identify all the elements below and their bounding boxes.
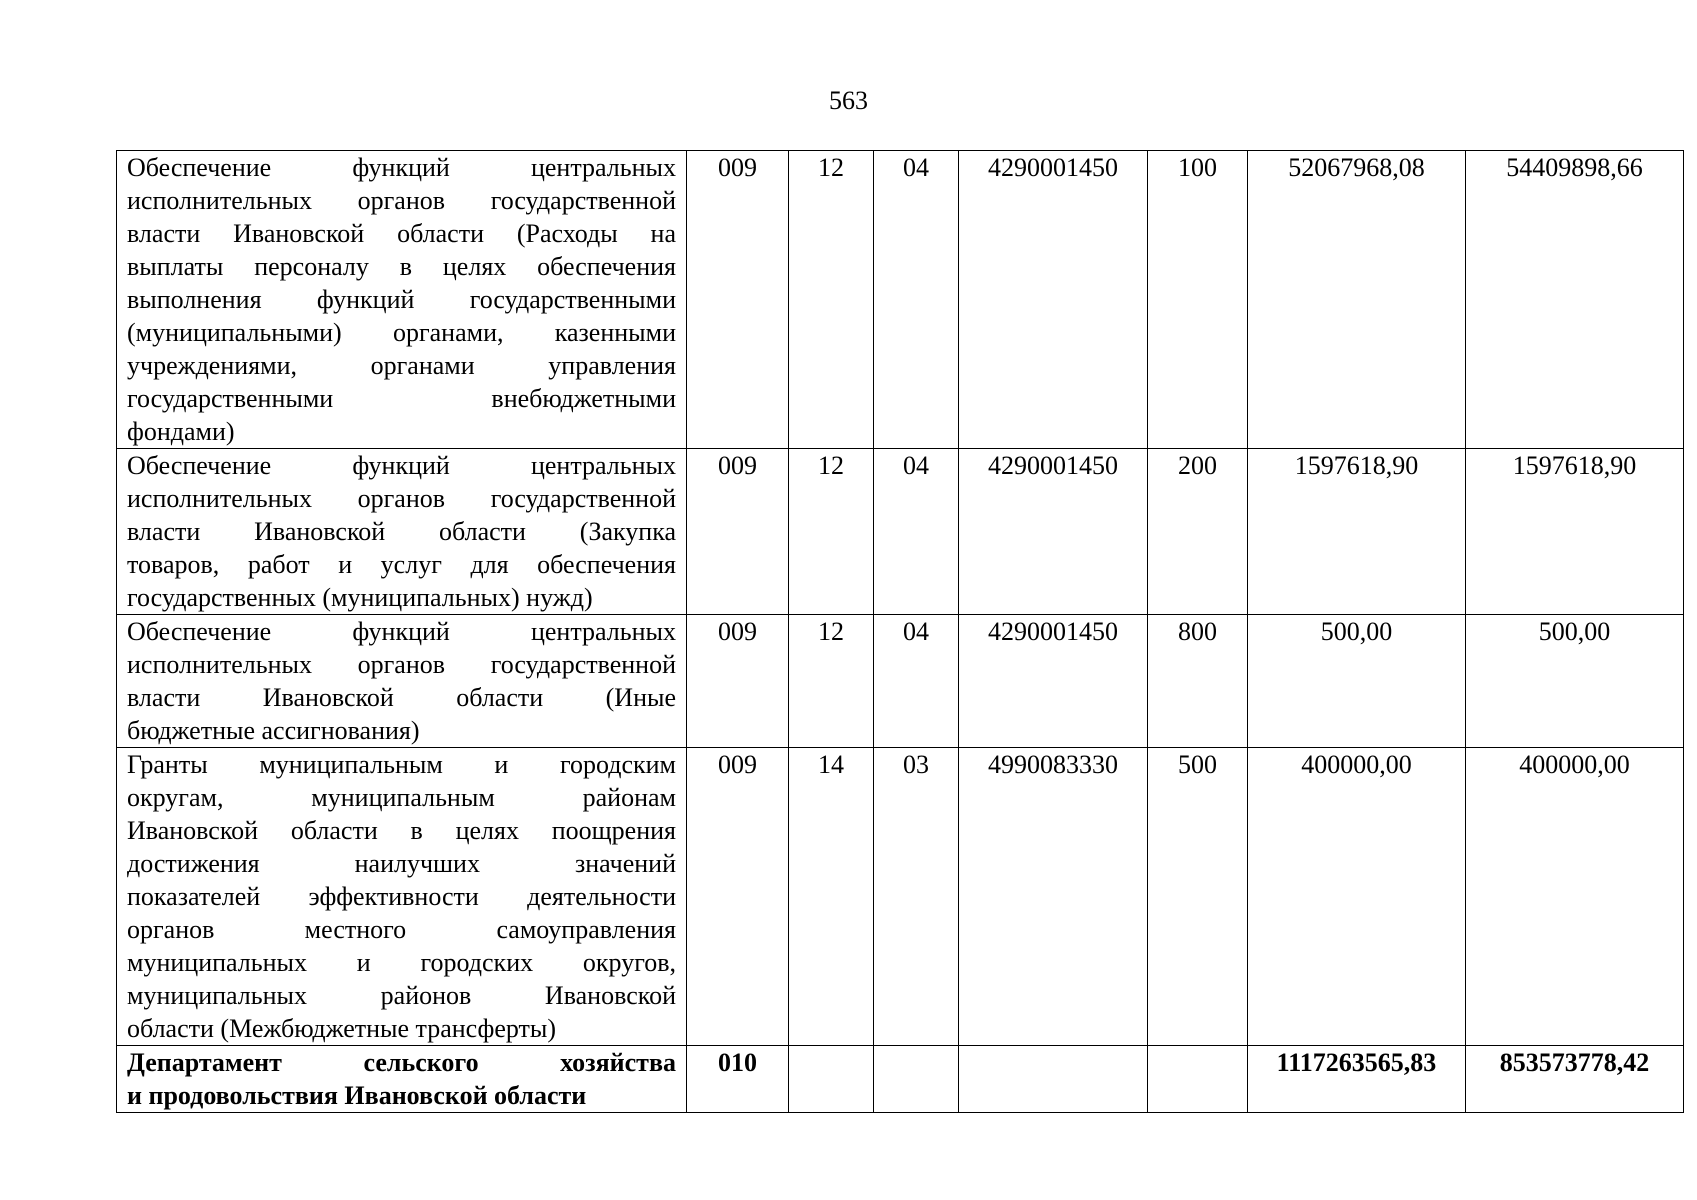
amount-year1-cell: 500,00 bbox=[1248, 615, 1466, 748]
description-line: бюджетные ассигнования) bbox=[127, 716, 420, 745]
amount-year2-cell: 54409898,66 bbox=[1466, 151, 1684, 449]
section-code-cell: 14 bbox=[789, 748, 874, 1046]
subsection-code-cell bbox=[874, 1046, 959, 1113]
target-article-cell bbox=[959, 1046, 1148, 1113]
description-line: фондами) bbox=[127, 417, 235, 446]
target-article-cell: 4290001450 bbox=[959, 449, 1148, 615]
ministry-code-cell: 009 bbox=[687, 748, 789, 1046]
table-row bbox=[117, 151, 1684, 449]
table-row bbox=[117, 615, 1684, 748]
ministry-code-cell: 010 bbox=[687, 1046, 789, 1113]
subsection-code-cell: 03 bbox=[874, 748, 959, 1046]
description-line: и продовольствия Ивановской области bbox=[127, 1081, 587, 1110]
amount-year2-cell: 500,00 bbox=[1466, 615, 1684, 748]
description-line: товаров, работ и услуг для обеспечения bbox=[127, 550, 676, 579]
target-article-cell: 4990083330 bbox=[959, 748, 1148, 1046]
section-code-cell: 12 bbox=[789, 615, 874, 748]
budget-table bbox=[116, 150, 1684, 1113]
subsection-code-cell: 04 bbox=[874, 151, 959, 449]
description-line: округам, муниципальным районам bbox=[127, 783, 676, 812]
ministry-code-cell: 009 bbox=[687, 615, 789, 748]
description-line: достижения наилучших значений bbox=[127, 849, 676, 878]
expense-type-cell: 200 bbox=[1148, 449, 1248, 615]
table-row bbox=[117, 748, 1684, 1046]
table-row bbox=[117, 1046, 1684, 1113]
ministry-code-cell: 009 bbox=[687, 151, 789, 449]
target-article-cell: 4290001450 bbox=[959, 615, 1148, 748]
section-code-cell: 12 bbox=[789, 151, 874, 449]
description-line: органов местного самоуправления bbox=[127, 915, 676, 944]
amount-year2-cell: 400000,00 bbox=[1466, 748, 1684, 1046]
amount-year1-cell: 1597618,90 bbox=[1248, 449, 1466, 615]
description-line: муниципальных районов Ивановской bbox=[127, 981, 676, 1010]
amount-year1-cell: 1117263565,83 bbox=[1248, 1046, 1466, 1113]
page-number: 563 bbox=[829, 86, 868, 115]
amount-year1-cell: 52067968,08 bbox=[1248, 151, 1466, 449]
description-cell bbox=[117, 615, 687, 748]
description-line: области (Межбюджетные трансферты) bbox=[127, 1014, 557, 1043]
expense-type-cell bbox=[1148, 1046, 1248, 1113]
description-line: Обеспечение функций центральных bbox=[127, 451, 676, 480]
expense-type-cell: 100 bbox=[1148, 151, 1248, 449]
expense-type-cell: 800 bbox=[1148, 615, 1248, 748]
description-line: исполнительных органов государственной bbox=[127, 186, 676, 215]
description-line: власти Ивановской области (Закупка bbox=[127, 517, 676, 546]
description-cell bbox=[117, 1046, 687, 1113]
description-line: муниципальных и городских округов, bbox=[127, 948, 676, 977]
amount-year2-cell: 853573778,42 bbox=[1466, 1046, 1684, 1113]
amount-year1-cell: 400000,00 bbox=[1248, 748, 1466, 1046]
subsection-code-cell: 04 bbox=[874, 449, 959, 615]
target-article-cell: 4290001450 bbox=[959, 151, 1148, 449]
description-cell bbox=[117, 151, 687, 449]
description-line: государственных (муниципальных) нужд) bbox=[127, 583, 593, 612]
description-line: власти Ивановской области (Иные bbox=[127, 683, 676, 712]
description-cell bbox=[117, 449, 687, 615]
description-line: (муниципальными) органами, казенными bbox=[127, 318, 676, 347]
section-code-cell: 12 bbox=[789, 449, 874, 615]
description-line: Обеспечение функций центральных bbox=[127, 617, 676, 646]
description-line: выполнения функций государственными bbox=[127, 285, 676, 314]
description-line: выплаты персоналу в целях обеспечения bbox=[127, 252, 676, 281]
expense-type-cell: 500 bbox=[1148, 748, 1248, 1046]
description-line: Ивановской области в целях поощрения bbox=[127, 816, 676, 845]
section-code-cell bbox=[789, 1046, 874, 1113]
subsection-code-cell: 04 bbox=[874, 615, 959, 748]
description-line: Департамент сельского хозяйства bbox=[127, 1048, 676, 1077]
table-body bbox=[117, 151, 1684, 1113]
description-line: показателей эффективности деятельности bbox=[127, 882, 676, 911]
ministry-code-cell: 009 bbox=[687, 449, 789, 615]
amount-year2-cell: 1597618,90 bbox=[1466, 449, 1684, 615]
description-cell bbox=[117, 748, 687, 1046]
table-row bbox=[117, 449, 1684, 615]
description-line: Обеспечение функций центральных bbox=[127, 153, 676, 182]
description-line: учреждениями, органами управления bbox=[127, 351, 676, 380]
description-line: власти Ивановской области (Расходы на bbox=[127, 219, 676, 248]
description-line: исполнительных органов государственной bbox=[127, 484, 676, 513]
description-line: исполнительных органов государственной bbox=[127, 650, 676, 679]
description-line: Гранты муниципальным и городским bbox=[127, 750, 676, 779]
description-line: государственными внебюджетными bbox=[127, 384, 676, 413]
